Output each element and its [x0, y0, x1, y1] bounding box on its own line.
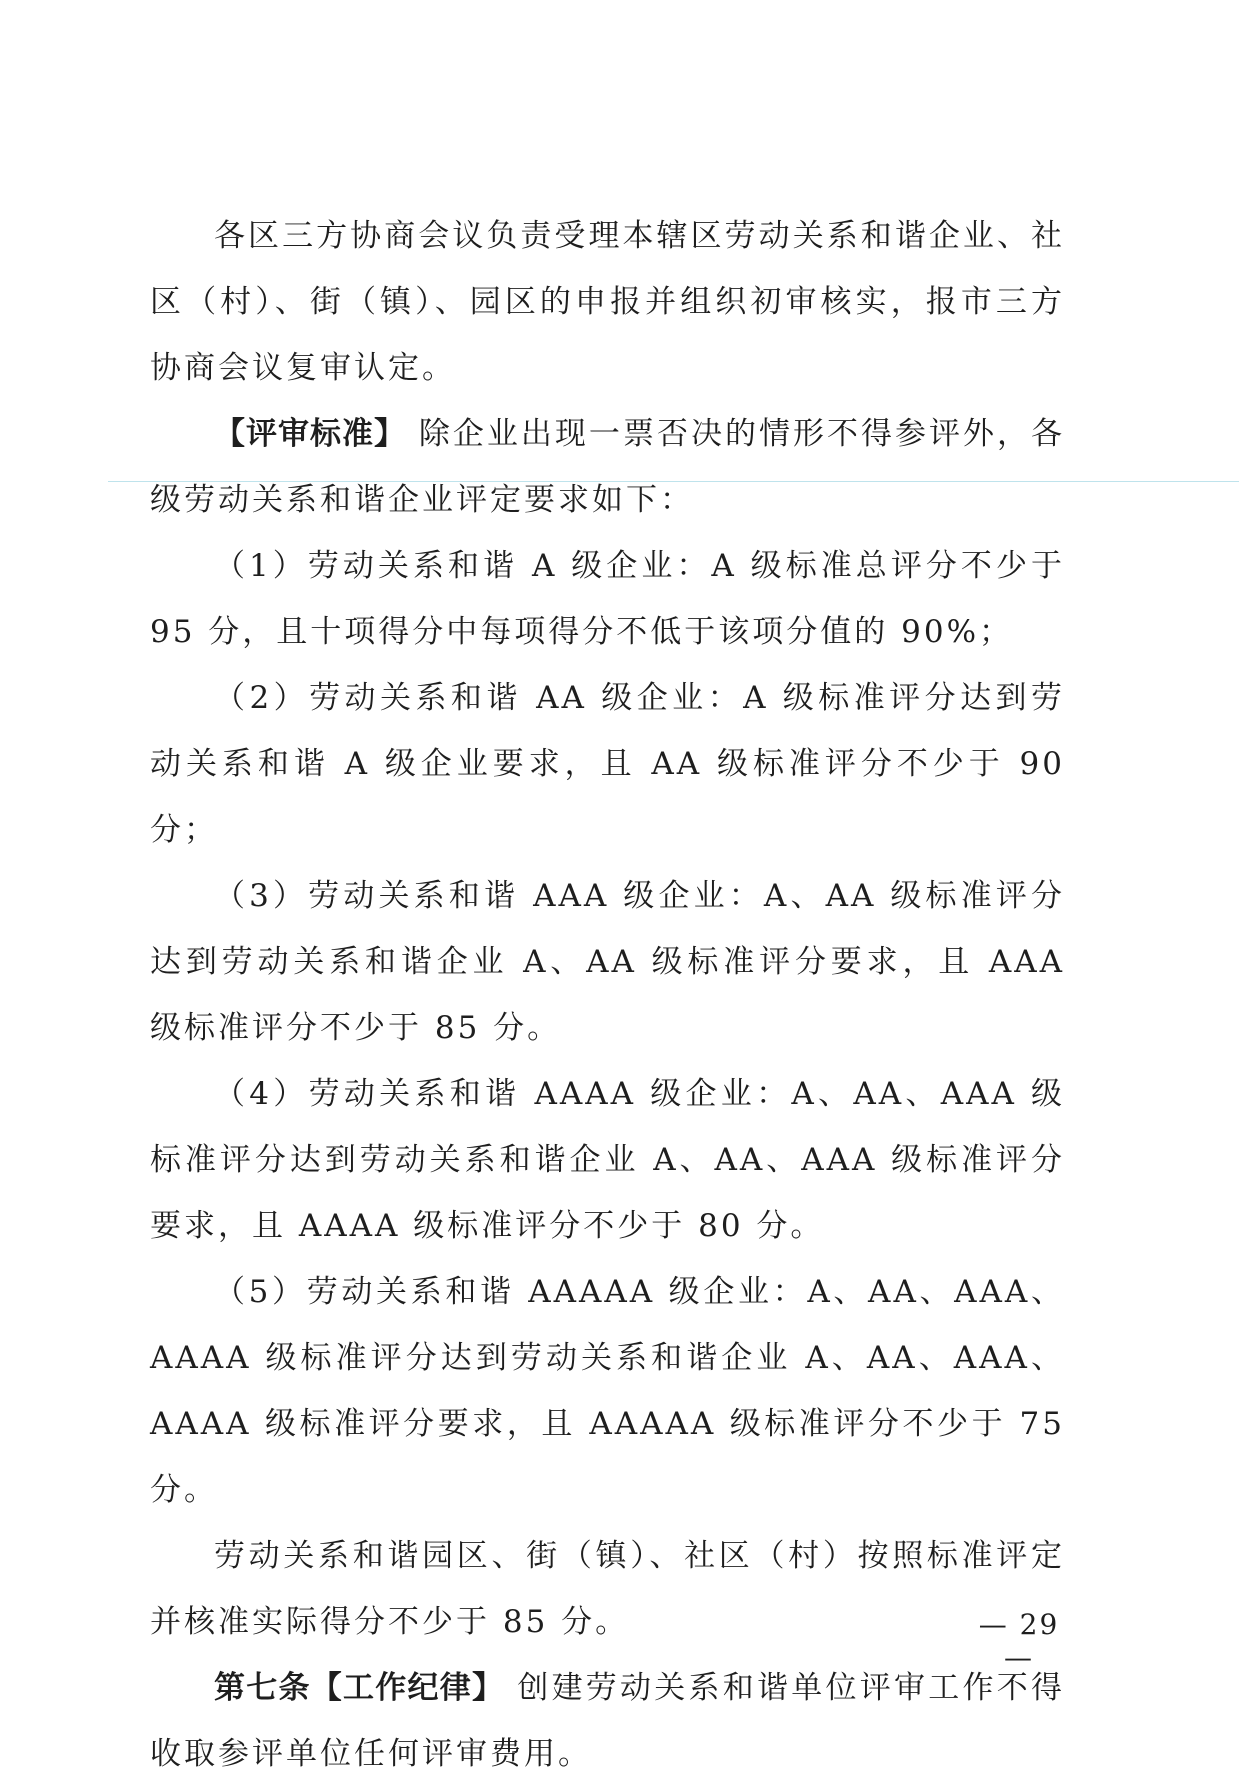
paragraph-park-standard: 劳动关系和谐园区、街（镇）、社区（村）按照标准评定并核准实际得分不少于 85 分。 — [150, 1538, 1065, 1640]
page-number: — 29 — — [978, 1608, 1060, 1674]
article-7-heading: 第七条【工作纪律】 — [214, 1670, 505, 1706]
paragraph-district-review: 各区三方协商会议负责受理本辖区劳动关系和谐企业、社区（村）、街（镇）、园区的申报并组织初审核实，报市三方协商会议复审认定。 — [150, 218, 1065, 386]
list-item-level-aaa: （3）劳动关系和谐 AAA 级企业：A、AA 级标准评分达到劳动关系和谐企业 A、AA 级标准评分要求，且 AAA 级标准评分不少于 85 分。 — [150, 878, 1065, 1046]
list-item-level-aaaaa: （5）劳动关系和谐 AAAAA 级企业：A、AA、AAA、AAAA 级标准评分达到劳动关系和谐企业 A、AA、AAA、AAAA 级标准评分要求，且 AAAAA 级标准评分不少于 75 分。 — [150, 1274, 1066, 1508]
section-heading-evaluation-standard: 【评审标准】 — [214, 416, 407, 452]
paragraph-article-7 — [150, 1655, 1065, 1787]
document-body — [150, 203, 1065, 1787]
list-item-level-aa: （2）劳动关系和谐 AA 级企业：A 级标准评分达到劳动关系和谐 A 级企业要求，且 AA 级标准评分不少于 90 分； — [150, 680, 1065, 848]
evaluation-standard-text: 除企业出现一票否决的情形不得参评外，各级劳动关系和谐企业评定要求如下： — [150, 416, 1066, 518]
article-7-text: 创建劳动关系和谐单位评审工作不得收取参评单位任何评审费用。 — [150, 1670, 1066, 1772]
list-item-level-aaaa: （4）劳动关系和谐 AAAA 级企业：A、AA、AAA 级标准评分达到劳动关系和谐企业 A、AA、AAA 级标准评分要求，且 AAAA 级标准评分不少于 80 分。 — [150, 1076, 1065, 1244]
paragraph-evaluation-standard — [150, 401, 1065, 533]
list-item-level-a: （1）劳动关系和谐 A 级企业：A 级标准总评分不少于 95 分，且十项得分中每项得分不低于该项分值的 90%； — [150, 548, 1065, 650]
